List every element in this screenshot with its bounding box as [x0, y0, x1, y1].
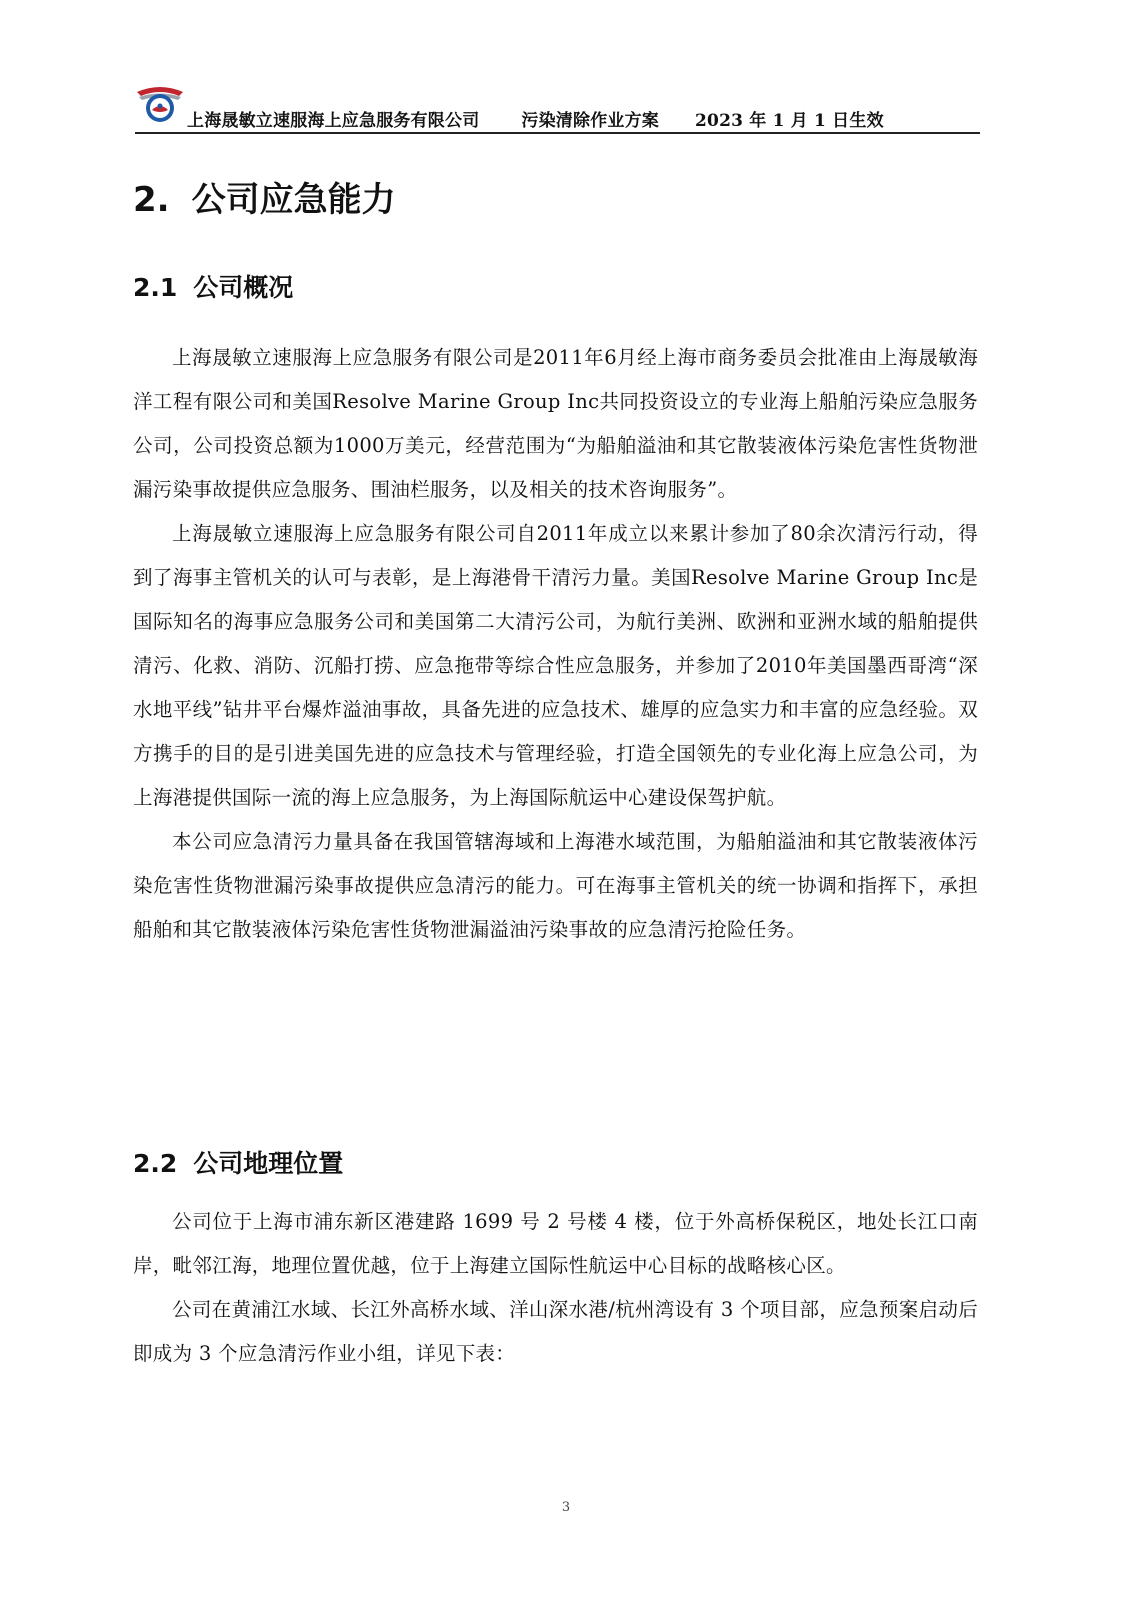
- chapter-heading: [133, 172, 396, 221]
- section-body: [133, 336, 978, 952]
- page-header: [135, 80, 980, 134]
- paragraph: 公司位于上海市浦东新区港建路 1699 号 2 号楼 4 楼，位于外高桥保税区，地处长江口南岸，毗邻江海，地理位置优越，位于上海建立国际性航运中心目标的战略核心区。: [133, 1210, 978, 1277]
- header-effective-date: 2023 年 1 月 1 日生效: [695, 111, 884, 131]
- section-body: [133, 1200, 978, 1376]
- section-title: 公司地理位置: [193, 1149, 344, 1178]
- section-heading: [133, 1144, 343, 1180]
- paragraph: 上海晟敏立速服海上应急服务有限公司自2011年成立以来累计参加了80余次清污行动，得到了海事主管机关的认可与表彰，是上海港骨干清污力量。美国Resolve Marine Group Inc是国际知名的海事应急服务公司和美国第二大清污公司，为航行美洲、欧洲和亚洲水域的船舶提供清污、化救、消防、沉船打捞、应急拖带等综合性应急服务，并参加了2010年美国墨西哥湾“深水地平线”钻井平台爆炸溢油事故，具备先进的应急技术、雄厚的应急实力和丰富的应急经验。双方携手的目的是引进美国先进的应急技术与管理经验，打造全国领先的专业化海上应急公司，为上海港提供国际一流的海上应急服务，为上海国际航运中心建设保驾护航。: [133, 522, 978, 809]
- paragraph: 本公司应急清污力量具备在我国管辖海域和上海港水域范围，为船舶溢油和其它散装液体污染危害性货物泄漏污染事故提供应急清污的能力。可在海事主管机关的统一协调和指挥下，承担船舶和其它散装液体污染危害性货物泄漏溢油污染事故的应急清污抢险任务。: [133, 830, 978, 941]
- page-number: 3: [561, 1500, 571, 1515]
- header-document-title: 污染清除作业方案: [521, 111, 660, 131]
- header-company: 上海晟敏立速服海上应急服务有限公司: [187, 111, 480, 131]
- company-emblem-icon: [135, 80, 185, 126]
- header-text: [187, 106, 884, 131]
- paragraph: 上海晟敏立速服海上应急服务有限公司是2011年6月经上海市商务委员会批准由上海晟敏海洋工程有限公司和美国Resolve Marine Group Inc共同投资设立的专业海上船舶污染应急服务公司，公司投资总额为1000万美元，经营范围为“为船舶溢油和其它散装液体污染危害性货物泄漏污染事故提供应急服务、围油栏服务，以及相关的技术咨询服务”。: [133, 346, 978, 501]
- section-number: 2.2: [133, 1149, 178, 1178]
- paragraph: 公司在黄浦江水域、长江外高桥水域、洋山深水港/杭州湾设有 3 个项目部，应急预案启动后即成为 3 个应急清污作业小组，详见下表：: [133, 1298, 978, 1365]
- section-number: 2.1: [133, 273, 178, 302]
- chapter-number: 2.: [133, 180, 170, 220]
- section-title: 公司概况: [193, 273, 294, 302]
- section-heading: [133, 268, 293, 304]
- chapter-title: 公司应急能力: [191, 180, 396, 220]
